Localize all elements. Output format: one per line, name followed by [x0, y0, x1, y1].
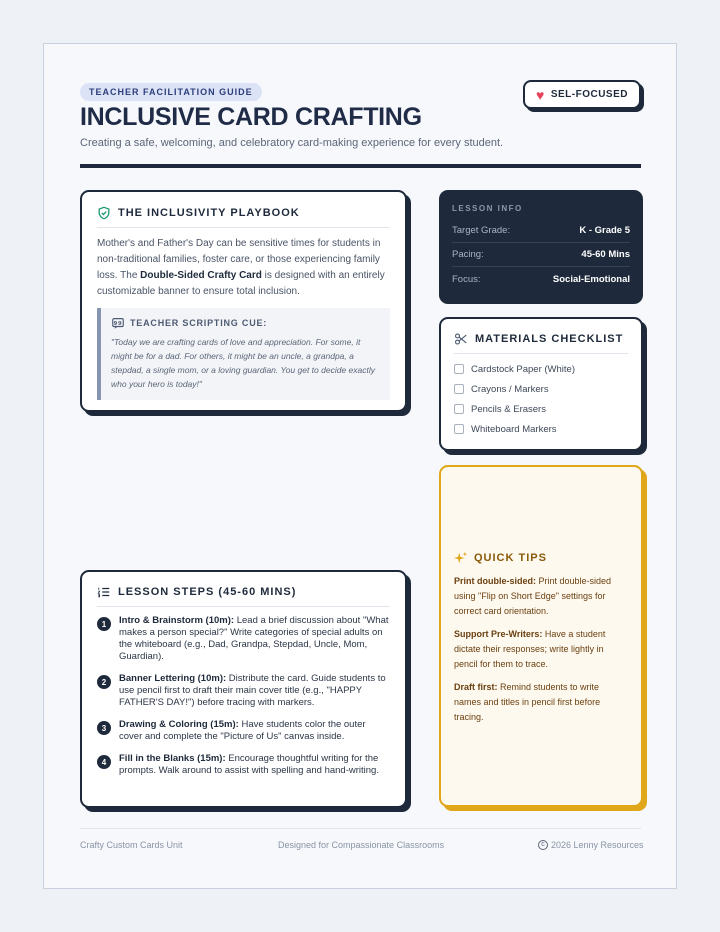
info-row-pacing	[452, 243, 630, 267]
step-description: Encourage thoughtful writing for the prompts. Walk around to assist with spelling and hand-writing.	[119, 753, 379, 776]
step-label: Drawing & Coloring (15m):	[119, 719, 239, 730]
materials-list	[454, 359, 628, 439]
step-description: Lead a brief discussion about "What makes a person special?" Write categories of special adults on the whiteboard (e.g., Dad, Grandpa, Stepdad, Uncle, Mom, Guardian).	[119, 615, 389, 662]
materials-title: MATERIALS CHECKLIST	[475, 333, 624, 345]
checklist-label: Cardstock Paper (White)	[471, 363, 576, 375]
playbook-text-bold: Double-Sided Crafty Card	[140, 270, 262, 281]
step-text	[119, 615, 390, 663]
footer-copyright	[538, 840, 644, 850]
step-number: 4	[97, 755, 111, 769]
cue-title: TEACHER SCRIPTING CUE:	[130, 318, 268, 328]
info-value: K - Grade 5	[579, 225, 630, 236]
step-text	[119, 673, 390, 709]
playbook-heading	[97, 206, 390, 228]
copyright-text: 2026 Lenny Resources	[551, 840, 644, 850]
checkbox[interactable]	[454, 364, 464, 374]
lesson-steps-heading	[97, 585, 390, 607]
quick-tips-card	[439, 465, 643, 807]
sparkles-icon	[454, 551, 468, 565]
info-value: Social-Emotional	[552, 273, 630, 285]
checklist-item[interactable]	[454, 379, 628, 399]
shield-check-icon	[97, 206, 111, 220]
tips-title: QUICK TIPS	[474, 552, 547, 564]
checkbox[interactable]	[454, 404, 464, 414]
footer-tagline: Designed for Compassionate Classrooms	[278, 840, 445, 850]
lesson-step	[97, 753, 390, 777]
playbook-text-part-1: Mother's and Father's Day can be sensitive times for students in non-traditional families, foster care, or those experiencing family loss. The	[97, 238, 381, 281]
cue-text: "Today we are crafting cards of love and appreciation. For some, it might be for a dad. For others, it might be an uncle, a grandpa, a stepdad, a single mom, or a loving guardian. You get to decide exactly who your hero is today!"	[111, 337, 375, 389]
playbook-title: THE INCLUSIVITY PLAYBOOK	[118, 207, 300, 219]
tip-text: Print double-sided using "Flip on Short Edge" settings for correct card orientation.	[454, 576, 612, 616]
checklist-item[interactable]	[454, 399, 628, 419]
tip-text: Remind students to write names and titles in pencil first before tracing.	[454, 682, 601, 722]
numbered-list-icon	[97, 585, 111, 599]
tip-item	[454, 574, 628, 619]
step-description: Have students color the outer cover and complete the "Picture of Us" canvas inside.	[119, 719, 366, 742]
lesson-step	[97, 719, 390, 743]
step-number: 1	[97, 617, 111, 631]
svg-text:99: 99	[113, 320, 123, 327]
lesson-info-title: LESSON INFO	[452, 204, 523, 213]
lesson-info-panel	[439, 190, 643, 304]
scripting-cue-box	[97, 308, 390, 400]
step-label: Intro & Brainstorm (10m):	[119, 615, 235, 626]
badge-label: SEL-FOCUSED	[550, 89, 628, 100]
lesson-step	[97, 615, 390, 663]
step-label: Banner Lettering (10m):	[119, 673, 227, 684]
step-description: Distribute the card. Guide students to use pencil first to draft their main cover title (e.g., "HAPPY FATHER'S DAY!") before tracing with markers.	[119, 673, 386, 708]
lesson-info-rows	[452, 219, 630, 291]
checklist-label: Whiteboard Markers	[471, 423, 557, 435]
lesson-steps-title: LESSON STEPS (45-60 MINS)	[118, 586, 297, 598]
copyright-icon: c	[538, 840, 548, 850]
lesson-step	[97, 673, 390, 709]
step-number: 3	[97, 721, 111, 735]
tip-label: Support Pre-Writers:	[454, 629, 543, 639]
info-label: Pacing:	[452, 249, 484, 260]
heart-icon: ♥	[536, 86, 545, 103]
info-label: Target Grade:	[452, 225, 511, 236]
footer-unit: Crafty Custom Cards Unit	[80, 840, 183, 850]
checklist-label: Crayons / Markers	[471, 383, 549, 395]
sel-focused-badge	[523, 80, 641, 109]
steps-list	[97, 615, 390, 777]
lesson-steps-card	[80, 570, 407, 808]
tip-item	[454, 680, 628, 725]
step-number: 2	[97, 675, 111, 689]
worksheet-page	[43, 43, 677, 889]
scissors-icon	[454, 332, 468, 346]
playbook-paragraph	[97, 236, 390, 300]
page-subtitle: Creating a safe, welcoming, and celebratory card-making experience for every student.	[80, 137, 504, 149]
tip-label: Draft first:	[454, 682, 498, 692]
checkbox[interactable]	[454, 384, 464, 394]
tip-text: Have a student dictate their responses; write lightly in pencil for them to trace.	[454, 629, 606, 669]
inclusivity-playbook-card	[80, 190, 407, 412]
materials-checklist-card	[439, 317, 643, 451]
tip-item	[454, 627, 628, 672]
guide-label: TEACHER FACILITATION GUIDE	[80, 83, 262, 101]
playbook-text-part-2: is designed with an entirely customizable banner to ensure total inclusion.	[97, 270, 385, 297]
speech-bubble-icon	[111, 316, 125, 330]
footer-divider	[80, 828, 641, 829]
checkbox[interactable]	[454, 424, 464, 434]
checklist-item[interactable]	[454, 359, 628, 379]
materials-heading	[454, 332, 628, 354]
step-label: Fill in the Blanks (15m):	[119, 753, 226, 764]
tips-heading	[454, 551, 628, 565]
info-value: 45-60 Mins	[581, 249, 630, 260]
info-label: Focus:	[452, 273, 481, 285]
page-title: INCLUSIVE CARD CRAFTING	[80, 103, 422, 131]
checklist-item[interactable]	[454, 419, 628, 439]
info-row-focus	[452, 267, 630, 291]
header-divider	[80, 164, 641, 168]
cue-heading	[111, 316, 380, 330]
checklist-label: Pencils & Erasers	[471, 403, 546, 415]
info-row-grade	[452, 219, 630, 243]
step-text	[119, 753, 390, 777]
tip-label: Print double-sided:	[454, 576, 536, 586]
step-text	[119, 719, 390, 743]
